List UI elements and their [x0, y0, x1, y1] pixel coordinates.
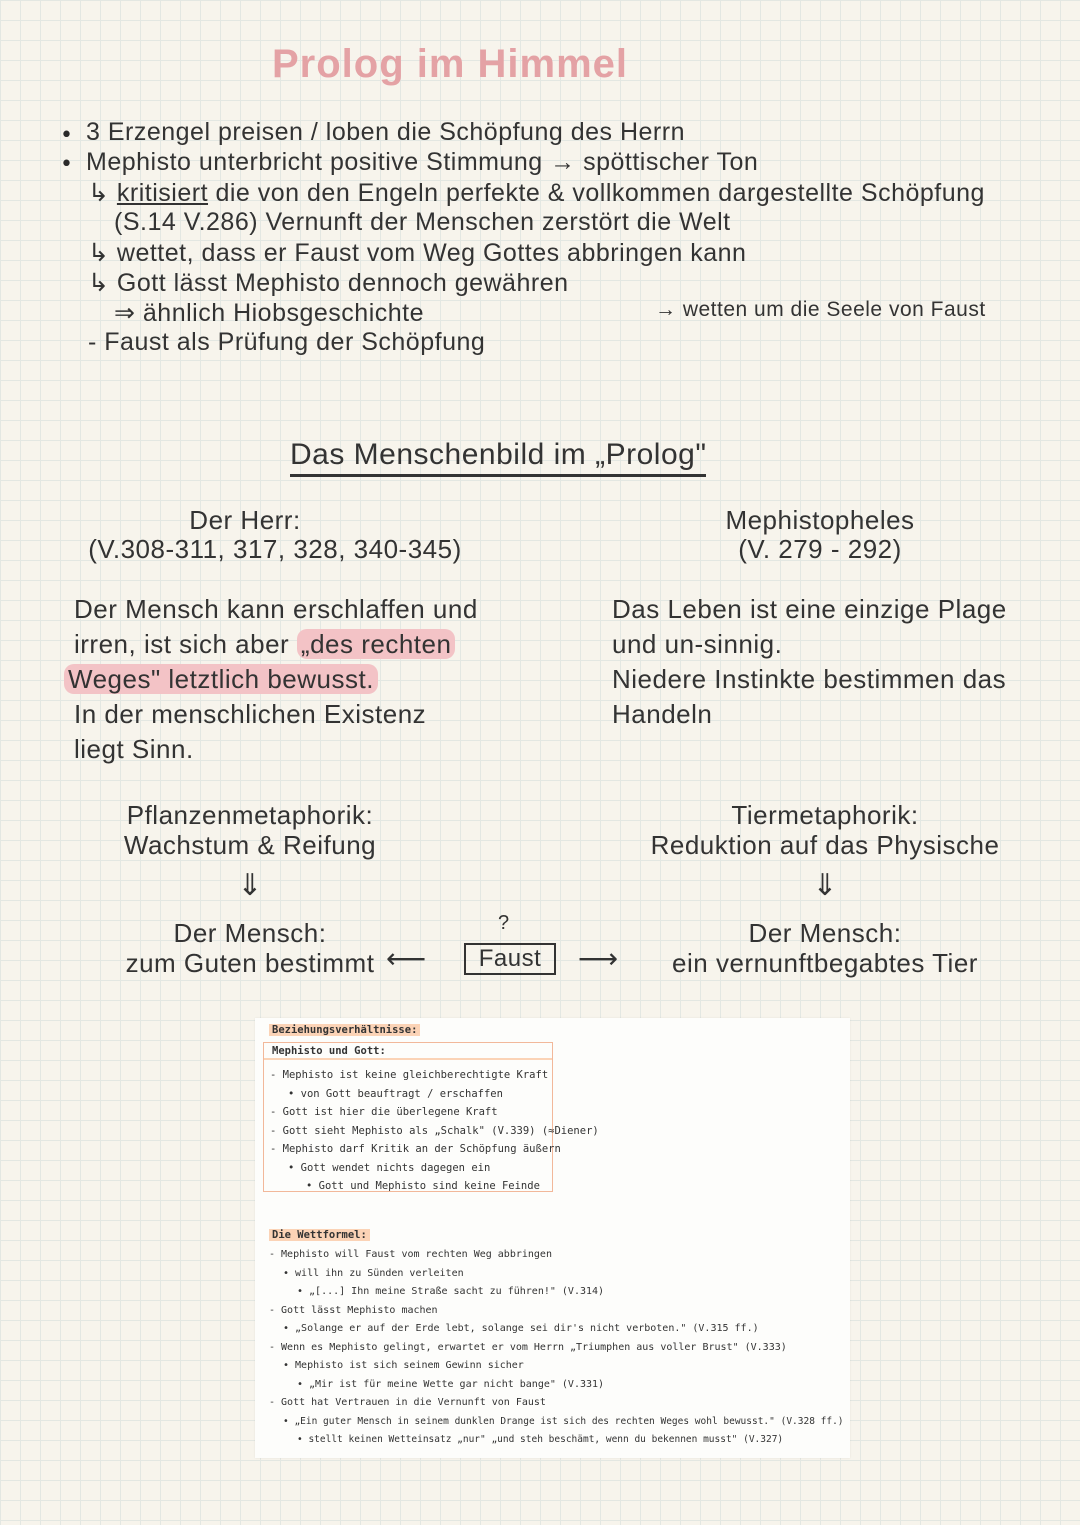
bullet-dot: • — [60, 123, 73, 148]
list-item: • „Ein guter Mensch in seinem dunklen Drange ist sich des rechten Weges wohl bewusst." (V.328 ff.) — [283, 1415, 844, 1427]
intro-text: die von den Engeln perfekte & vollkommen dargestellte Schöpfung — [215, 179, 985, 207]
intro-line — [88, 238, 746, 268]
left-text-line: Der Mensch kann erschlaffen und — [74, 594, 478, 624]
relations-box — [263, 1042, 599, 1192]
highlighted-quote: „des rechten — [297, 629, 456, 659]
box2-list — [269, 1246, 844, 1450]
left-arrow-icon: ⟵ — [386, 942, 427, 975]
right-text-line: Niedere Instinkte bestimmen das — [612, 664, 1007, 694]
left-text-line: In der menschlichen Existenz — [74, 699, 427, 729]
intro-text: wettet, dass er Faust vom Weg Gottes abbringen kann — [116, 239, 747, 267]
list-item: - Gott ist hier die überlegene Kraft — [270, 1106, 498, 1118]
left-text-line: irren, ist sich aber — [74, 629, 290, 659]
intro-line: → wetten um die Seele von Faust — [655, 298, 986, 321]
right-conclusion-text: ein vernunftbegabtes Tier — [672, 948, 978, 978]
notes-panel — [255, 1018, 850, 1458]
box2-title — [269, 1229, 370, 1241]
left-text — [68, 594, 478, 765]
left-metaphor-text: Wachstum & Reifung — [123, 830, 377, 860]
list-item: • Gott und Mephisto sind keine Feinde — [306, 1180, 540, 1192]
right-name: Mephistopheles — [725, 505, 915, 535]
intro-line: (S.14 V.286) Vernunft der Menschen zerstört die Welt — [114, 208, 731, 236]
right-text-line: Das Leben ist eine einzige Plage — [612, 594, 1007, 624]
left-conclusion-text: zum Guten bestimmt — [125, 948, 375, 978]
intro-line — [88, 268, 569, 298]
list-item: • Mephisto ist sich seinem Gewinn sicher — [283, 1360, 524, 1371]
left-metaphor-title: Pflanzenmetaphorik: — [126, 800, 374, 830]
right-conclusion-title: Der Mensch: — [748, 918, 902, 948]
faust-box: Faust — [464, 943, 556, 975]
page-title: Prolog im Himmel — [271, 42, 629, 86]
list-item: - Mephisto darf Kritik an der Schöpfung äußern — [270, 1143, 561, 1155]
divider — [264, 1058, 552, 1060]
intro-line: - Faust als Prüfung der Schöpfung — [88, 328, 486, 356]
list-item: • will ihn zu Sünden verleiten — [283, 1267, 464, 1279]
box1-title — [269, 1024, 420, 1036]
list-item: - Wenn es Mephisto gelingt, erwartet er vom Herrn „Triumphen aus voller Brust" (V.333) — [269, 1341, 787, 1353]
list-item: - Gott sieht Mephisto als „Schalk" (V.339) (≈Diener) — [270, 1124, 599, 1137]
left-text-line: liegt Sinn. — [74, 734, 194, 764]
intro-line: Mephisto unterbricht positive Stimmung → spöttischer Ton — [86, 148, 759, 176]
box1-subtitle: Mephisto und Gott: — [272, 1045, 386, 1057]
sub-arrow-icon: ↳ — [88, 239, 117, 267]
question-mark: ? — [498, 912, 510, 934]
sub-arrow-icon: ↳ — [88, 269, 117, 297]
right-metaphor-title: Tiermetaphorik: — [731, 800, 919, 830]
list-item: - Gott hat Vertrauen in die Vernunft von Faust — [269, 1397, 546, 1408]
right-text-line: Handeln — [612, 699, 713, 729]
section-heading: Das Menschenbild im „Prolog" — [290, 438, 706, 477]
left-conclusion-title: Der Mensch: — [173, 918, 327, 948]
list-item: • von Gott beauftragt / erschaffen — [288, 1087, 503, 1100]
left-name: Der Herr: — [189, 505, 301, 535]
down-arrow-icon: ⇓ — [237, 868, 263, 903]
list-item: • „[...] Ihn meine Straße sacht zu führen!" (V.314) — [297, 1286, 605, 1297]
box1-list — [270, 1066, 599, 1196]
highlighted-quote: Weges" letztlich bewusst. — [64, 664, 378, 694]
box2-title-text: Die Wettformel: — [269, 1229, 370, 1241]
right-metaphor-text: Reduktion auf das Physische — [650, 830, 1000, 860]
list-item: - Mephisto will Faust vom rechten Weg abbringen — [269, 1249, 552, 1260]
intro-line: ⇒ ähnlich Hiobsgeschichte — [114, 299, 424, 327]
right-verses: (V. 279 - 292) — [738, 534, 902, 564]
left-verses: (V.308-311, 317, 328, 340-345) — [88, 534, 462, 564]
list-item: • stellt keinen Wetteinsatz „nur" „und steh beschämt, wenn du bekennen musst" (V.327) — [297, 1434, 784, 1445]
list-item: - Mephisto ist keine gleichberechtigte Kraft — [270, 1069, 549, 1081]
intro-line — [88, 178, 985, 208]
box1-title-text: Beziehungsverhältnisse: — [269, 1024, 420, 1036]
list-item: • Gott wendet nichts dagegen ein — [288, 1161, 491, 1174]
intro-line: 3 Erzengel preisen / loben die Schöpfung des Herrn — [86, 118, 685, 146]
list-item: • „Solange er auf der Erde lebt, solange sei dir's nicht verboten." (V.315 ff.) — [283, 1323, 759, 1334]
bullet-dot: • — [60, 152, 73, 177]
list-item: • „Mir ist für meine Wette gar nicht bange" (V.331) — [297, 1378, 605, 1390]
right-text-line: und un-sinnig. — [612, 629, 783, 659]
underlined-word: kritisiert — [116, 179, 209, 207]
sub-arrow-icon: ↳ — [88, 179, 117, 207]
down-arrow-icon: ⇓ — [812, 868, 838, 903]
right-text — [612, 594, 1007, 730]
intro-text: Gott lässt Mephisto dennoch gewähren — [116, 269, 569, 297]
right-arrow-icon: ⟶ — [578, 942, 619, 975]
list-item: - Gott lässt Mephisto machen — [269, 1304, 438, 1316]
